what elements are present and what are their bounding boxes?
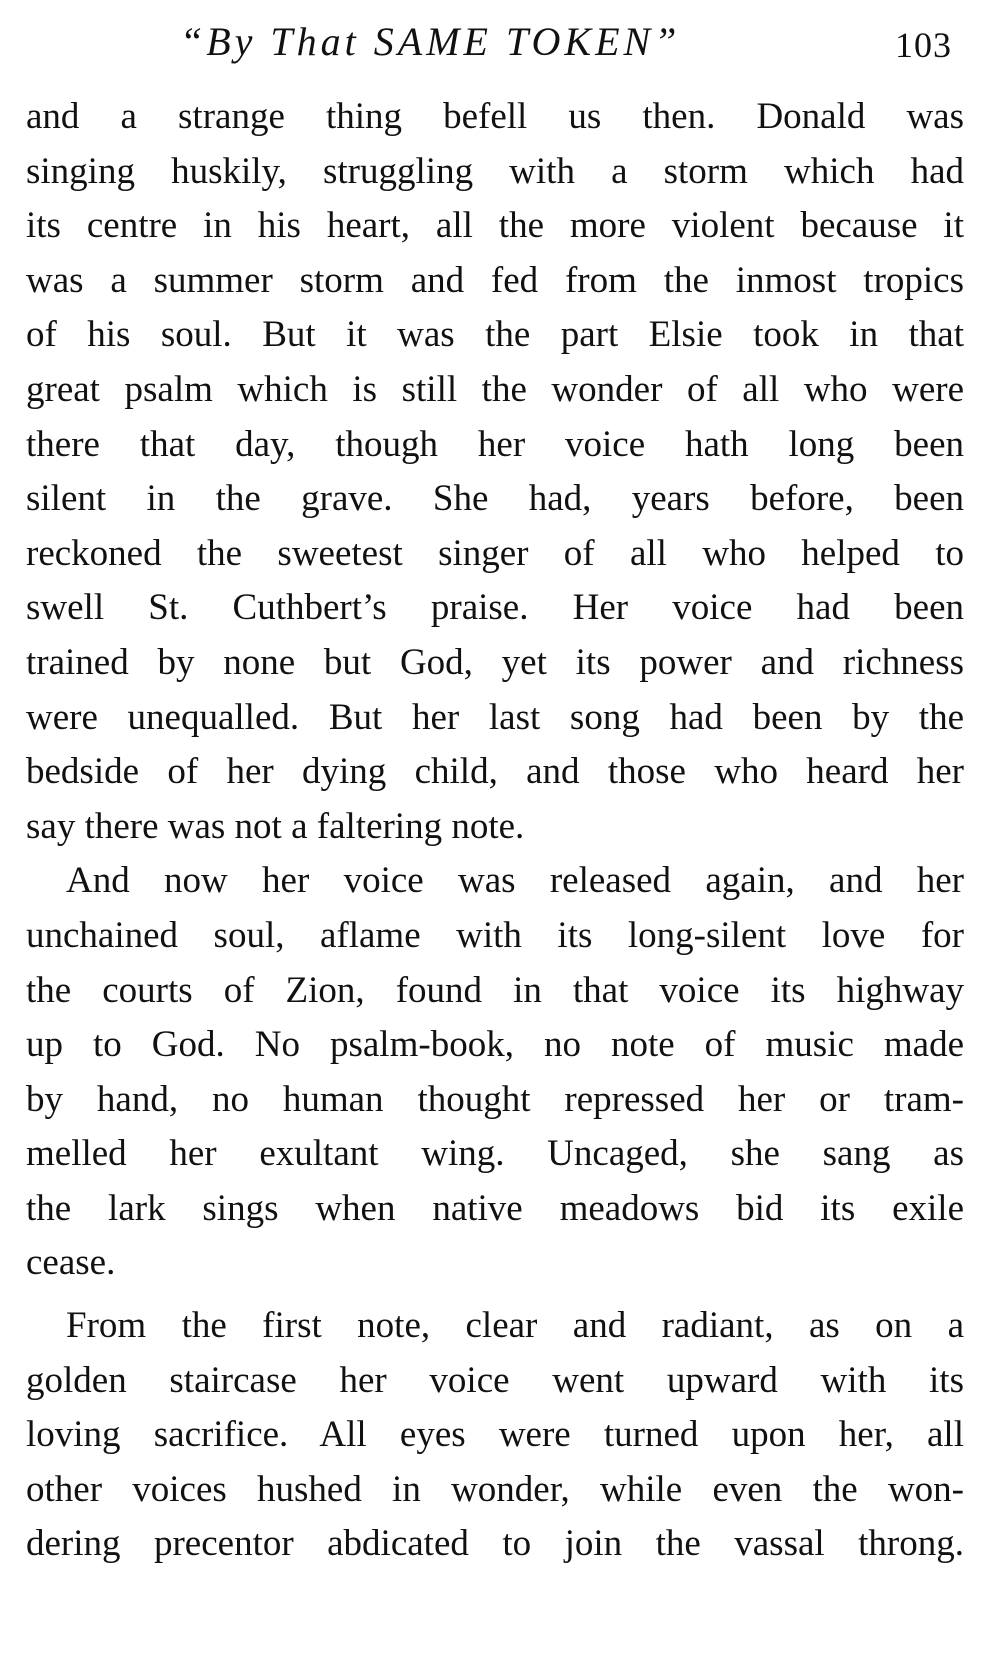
text-line: And now her voice was released again, and her xyxy=(66,860,964,902)
body-text xyxy=(26,90,964,1572)
page-number: 103 xyxy=(895,25,952,65)
text-line: say there was not a faltering note. xyxy=(26,805,525,847)
text-line: the courts of Zion, found in that voice its highway xyxy=(26,969,964,1011)
text-line: swell St. Cuthbert’s praise. Her voice had been xyxy=(26,587,964,629)
text-line: loving sacrifice. All eyes were turned upon her, all xyxy=(26,1414,964,1456)
text-line: by hand, no human thought repressed her or tram- xyxy=(26,1078,964,1120)
running-title: “By That SAME TOKEN” xyxy=(180,19,681,64)
text-line: singing huskily, struggling with a storm which had xyxy=(26,150,964,192)
paragraph-gap xyxy=(26,1291,964,1299)
paragraph-3 xyxy=(26,1299,964,1572)
text-line: and a strange thing befell us then. Donald was xyxy=(26,96,964,137)
text-line: great psalm which is still the wonder of all who were xyxy=(26,368,964,410)
text-line: the lark sings when native meadows bid its exile xyxy=(26,1187,964,1229)
text-line: dering precentor abdicated to join the vassal throng. xyxy=(26,1523,964,1565)
paragraph-2 xyxy=(26,854,964,1291)
text-line: unchained soul, aflame with its long-silent love for xyxy=(26,914,964,956)
text-line: of his soul. But it was the part Elsie took in that xyxy=(26,314,964,356)
text-line: cease. xyxy=(26,1242,116,1284)
paragraph-1 xyxy=(26,90,964,854)
text-line: bedside of her dying child, and those who heard her xyxy=(26,751,964,793)
text-line: From the first note, clear and radiant, as on a xyxy=(66,1305,964,1347)
text-line: up to God. No psalm-book, no note of music made xyxy=(26,1024,964,1066)
text-line: melled her exultant wing. Uncaged, she sang as xyxy=(26,1133,964,1175)
text-line: reckoned the sweetest singer of all who helped to xyxy=(26,532,964,574)
text-line: trained by none but God, yet its power and richness xyxy=(26,641,964,683)
text-line: were unequalled. But her last song had been by the xyxy=(26,696,964,738)
text-line: golden staircase her voice went upward with its xyxy=(26,1359,964,1401)
text-line: its centre in his heart, all the more violent because it xyxy=(26,205,964,247)
text-line: there that day, though her voice hath long been xyxy=(26,423,964,465)
text-line: silent in the grave. She had, years before, been xyxy=(26,478,964,520)
text-line: was a summer storm and fed from the inmost tropics xyxy=(26,259,964,301)
text-line: other voices hushed in wonder, while even the won- xyxy=(26,1468,964,1510)
